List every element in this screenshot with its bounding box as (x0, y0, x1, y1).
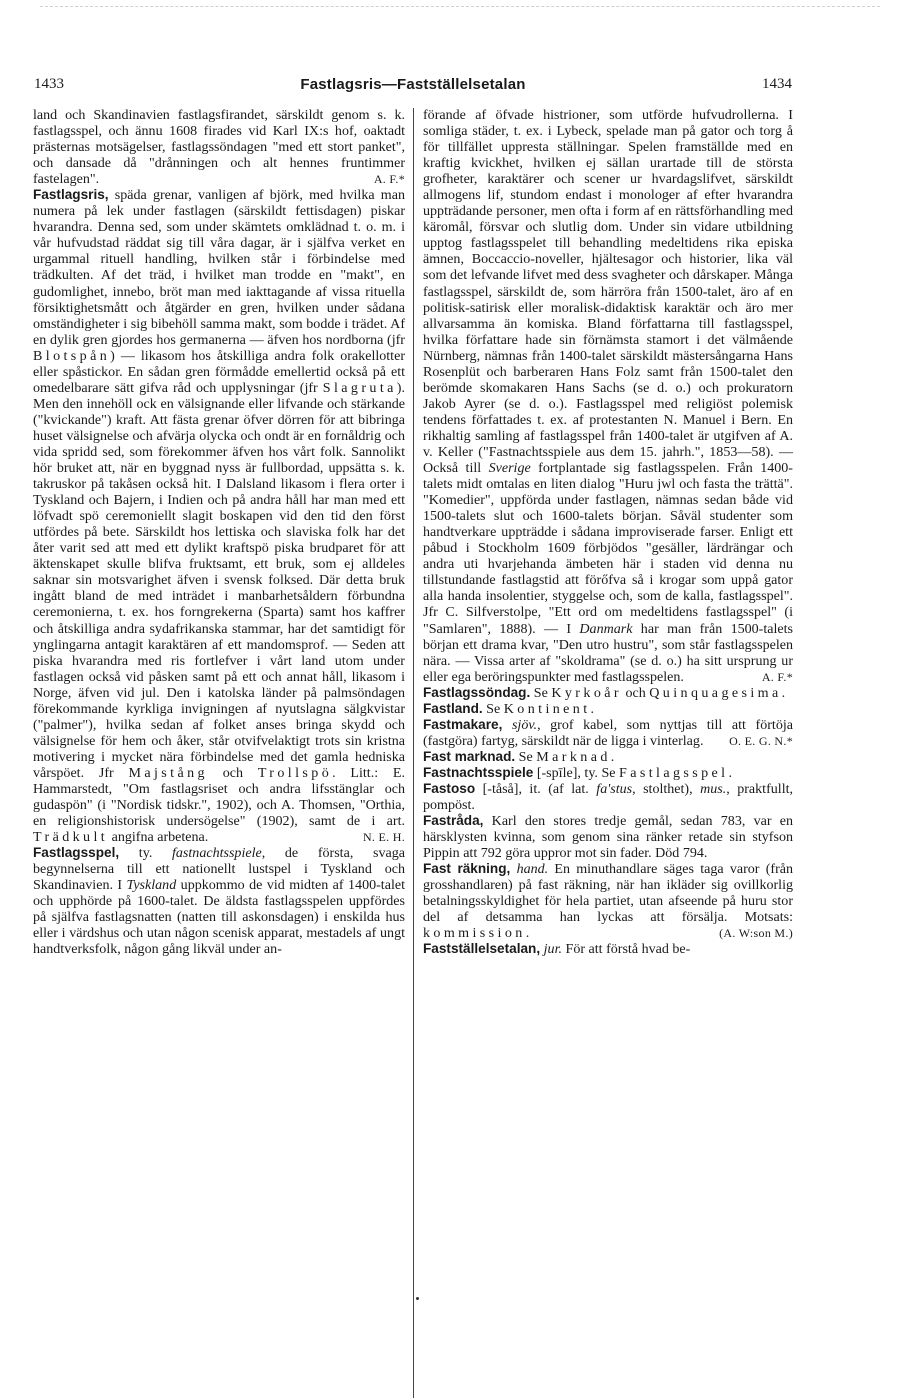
headword: Fastland. (423, 700, 483, 716)
headword: Fast marknad. (423, 748, 516, 764)
headword: Fastnachtsspiele (423, 764, 534, 780)
author-signature: (A. W:son M.) (719, 926, 793, 941)
entry-fastnachtsspiele: Fastnachtsspiele [-spīle], ty. Se Fastlagsspel. (423, 764, 733, 781)
entry-fast-marknad: Fast marknad. Se Marknad. (423, 748, 615, 765)
author-signature: A. F.* (373, 172, 405, 187)
cross-reference: Trollspö (257, 764, 333, 781)
entry-fastlagsspel: Fastlagsspel, ty. fastnachtsspiele, de första, svaga begynnelserna till ett nationellt lustspel i Tyskland och Skandinavien. I Tyskland uppkommo de vid midten af 1400-talet och upphörde på 1600-talet. De äldsta fastlagsspelen uppfördes på själfva fastlagsnatten (natten till askonsdagen) i enskilda hus eller i värdshus och utan någon scenisk apparat, mestadels af ungt handtverksfolk, någon gång likväl under an- (33, 845, 405, 958)
cross-reference: Kyrkoår (551, 684, 622, 701)
headword: Fastmakare, (423, 716, 503, 732)
headword: Fastställelsetalan, (423, 941, 541, 957)
print-speck (416, 1297, 419, 1300)
entry-fast-rakning: Fast räkning, hand. En minuthandlare säges taga varor (från grosshandlaren) på fast räkning, när han ikläder sig ovillkorlig betalningsskyldighet för hela partiet, utan afseende på huru stor del af detsamma han lyckas att försälja. Motsats: kommission. (A. W:son M.) (423, 861, 794, 942)
cross-reference: Trädkult (33, 829, 109, 846)
cross-reference: Majstång (128, 764, 208, 781)
entry-fastland: Fastland. Se Kontinent. (423, 700, 595, 717)
cross-reference: Kontinent (503, 700, 591, 717)
entry-fastmakare: Fastmakare, sjöv., grof kabel, som nyttjas till att förtöja (fastgöra) fartyg, särskildt när de ligga i vinterlag. O. E. G. N.* (423, 716, 793, 749)
entry-fastlagsris: Fastlagsris, späda grenar, vanligen af björk, med hvilka man numera på lek under fastlagen (särskildt fettisdagen) piskar hvarandra. Denna sed, som under skämtets omklädnad t. o. m. i vår hufvudstad räddat sig till våra dagar, är i själfva verket en urgammal rituell handling, hvilken står i förbindelse med trädkulten. Af det träd, i hvilket man trodde en "makt", en gudomlighet, innebo, bröt man med iakttagande af vissa rituella försiktighetsmått och åtgärder en gren, hvilken under sådana omständigheter i sig bibehöll samma makt, som bodde i trädet. Af en dylik gren gjordes hos germanerna — äfven hos nordborna (jfr Blotspån) — likasom hos åtskilliga andra folk orakellotter eller spåstickor. En sådan gren förmådde emellertid också på ett omedelbarare sätt gifva råd och upplysningar (jfr Slagruta). Men den innehöll ock en välsignande eller lifvande och stärkande ("kvickande") kraft. Att fästa grenar öfver dörren för att bibringa huset välsignelse och afvärja olycka och ondt är en fornåldrig och vida spridd sed, som förekommer äfven hos vårt folk. Sannolikt hör bruket att, när en byggnad nyss är fullbordad, uppsätta s. k. takruskor på takåsen också hit. I Dalsland likasom i flera orter i Tyskland och Bajern, i Indien och på andra håll har man med ett löfvadt spö ceremoniellt slagit boskapen vid den tid den först utfördes på bete. Särskildt hos lettiska och slaviska folk har det åter varit sed att med ett dylikt kraftspö piska brudparet för att äktenskapet skulle blifva fruktsamt, ett bruk, som ej alldeles saknar sin motsvarighet äfven i svensk folksed. Där detta bruk ingått bland de med inträdet i manbarhetsåldern förbundna ceremonierna, t. ex. hos forngrekerna (Sparta) samt hos kaffrer och åtskilliga andra sydafrikanska stammar, har det samtidigt för ynglingarna antagit karaktären af ett mandomsprof. — Seden att piska hvarandra med ris fortlefver i vårt land utom under fastlagen också vid påsken samt på ett och annat håll, likasom i Norge, äfven vid jul. Den i katolska länder på palmsöndagen förekommande kyrkliga invigningen af nyutslagna sälgkvistar ("palmer"), hvilka sedan af folket anses bringa skydd och välsignelse för hem och åker, står otvifvelaktigt trots sin kristna motivering i mycket nära förbindelse med det gamla hedniska vårspöet. Jfr Majstång och Trollspö. Litt.: E. Hammarstedt, "Om fastlagsriset och andra lifsstänglar och gudaspön" (i "Nordisk tidskr.", 1902), och A. Thomsen, "Orthia, en religionshistorisk undersögelse" (1902), samt de i art. Trädkult angifna arbetena. N. E. H. (33, 187, 405, 846)
headword: Fast räkning, (423, 861, 511, 877)
entry-continuation: land och Skandinavien fastlagsfirandet, särskildt genom s. k. fastlagsspel, och ännu 1608 firades vid Karl IX:s hof, oaktadt prästernas motsägelser, fastlagssöndagen "med ett stort panket", och dansade då "drånningen och alt hennes fruntimmer fastelagen". A. F.* (33, 107, 405, 188)
author-signature: A. F.* (761, 669, 793, 684)
left-column (33, 107, 405, 957)
author-signature: N. E. H. (362, 830, 405, 845)
cross-reference: Quinquagesima (649, 684, 782, 701)
headword: Fastlagsris, (33, 187, 109, 203)
headword: Fastlagssöndag. (423, 684, 531, 700)
page-number-right: 1434 (762, 76, 792, 92)
cross-reference: Slagruta (322, 379, 397, 396)
entry-fastlagsspel-continued: förande af öfvade histrioner, som utförde hufvudrollerna. I somliga städer, t. ex. i Lybeck, spelade man på gator och torg å för tillfället uppresta ställningar. Spelen framställde med en kraftig kvickhet, hvilken ej sällan urartade till de största grofheter, karaktärer och scener ur hvardagslifvet, särskildt allmogens lif, stundom endast i monologer af efter hvarandra uppträdande personer, men ofta i form af en rättsförhandling med käromål, försvar och slutlig dom. Under sin vidare utbildning upptog fastlagsspelet till behandling medeltidens rika episka ämnen, Boccaccio-noveller, hjältesagor och historier, lika väl som det lefvande lifvet med dess svagheter och dårskaper. Många fastlagsspel, särskildt de, som härröra från 1500-talet, äro af en politisk-satirisk eller moralisk-didaktisk karaktär och äro mer allvarsamma än komiska. Bland författarna till fastlagsspel, hvilka författare hade sin förnämsta stamort i det välmående Nürnberg, nämnas från 1400-talet särskildt mästersångarna Hans Rosenplüt och barberaren Hans Folz samt från 1500-talet den berömde skomakaren Hans Sachs (se d. o.) och prokuratorn Jakob Ayrer (se d. o.). Fastlagsspel med religiöst polemisk tendens författades t. ex. af protestanten N. Manuel i Bern. En rikhaltig samling af fastlagsspel från 1400-talet är utgifven af A. v. Keller ("Fastnachtsspiele aus dem 15. jahrh.", 1853—58). — Också till Sverige fortplantade sig fastlagsspelen. Från 1400-talets midt omtalas en liten dialog "Huru jwl och fasta the trättä". "Komedier", uppförda under fastlagen, nämnas sedan både vid 1500-talets slut och 1600-talets början. Såväl studenter som handtverkare uppträdde i sådana improviserade farser. Enligt ett påbud i Stockholm 1609 förbjödos "gesäller, lärdrängar och andra uti hvarjehanda ämbeten här i staden vid denna nu tillstundande fastlagstid att förőfva så i krogar som uppå gator alla handa insolentier, styggelse och, som de kalla, fastlagsspel". Jfr C. Silfverstolpe, "Ett ord om medeltidens fastlagsspel" (i "Samlaren", 1888). — I Danmark har man från 1500-talets början ett drama kvar, "Den utro hustru", som står fastlagsspelen nära. — Vissa arter af "skoldrama" (se d. o.) ha sitt ursprung ur eller ega beröringspunkter med fastlagsspelen. A. F.* (423, 107, 793, 685)
entry-fastrada: Fastråda, Karl den stores tredje gemål, sedan 783, var en härsklysten kvinna, som genom sina ränker retade sin styfson Pippin att 792 göra uppror mot sin fader. Död 794. (423, 813, 793, 862)
entry-faststallelsetalan: Fastställelsetalan, jur. För att förstå hvad be- (423, 941, 691, 958)
column-divider (413, 108, 414, 1398)
page-number-left: 1433 (34, 76, 64, 92)
author-signature: O. E. G. N.* (729, 733, 793, 748)
cross-reference: Marknad (536, 748, 611, 765)
right-column (423, 107, 793, 957)
cross-reference: Fastlagsspel (619, 764, 729, 781)
headword: Fastlagsspel, (33, 845, 120, 861)
running-title: Fastlagsris—Fastställelsetalan (300, 76, 526, 93)
headword: Fastoso (423, 780, 476, 796)
entry-fastlagssondag: Fastlagssöndag. Se Kyrkoår och Quinquagesima. (423, 684, 786, 701)
cross-reference: kommission (423, 925, 526, 942)
top-rule (40, 6, 880, 7)
cross-reference: Blotspån (33, 347, 111, 364)
headword: Fastråda, (423, 813, 484, 829)
entry-fastoso: Fastoso [-tåså], it. (af lat. fa'stus, stolthet), mus., praktfullt, pompöst. (423, 780, 794, 814)
page-header (34, 76, 792, 100)
